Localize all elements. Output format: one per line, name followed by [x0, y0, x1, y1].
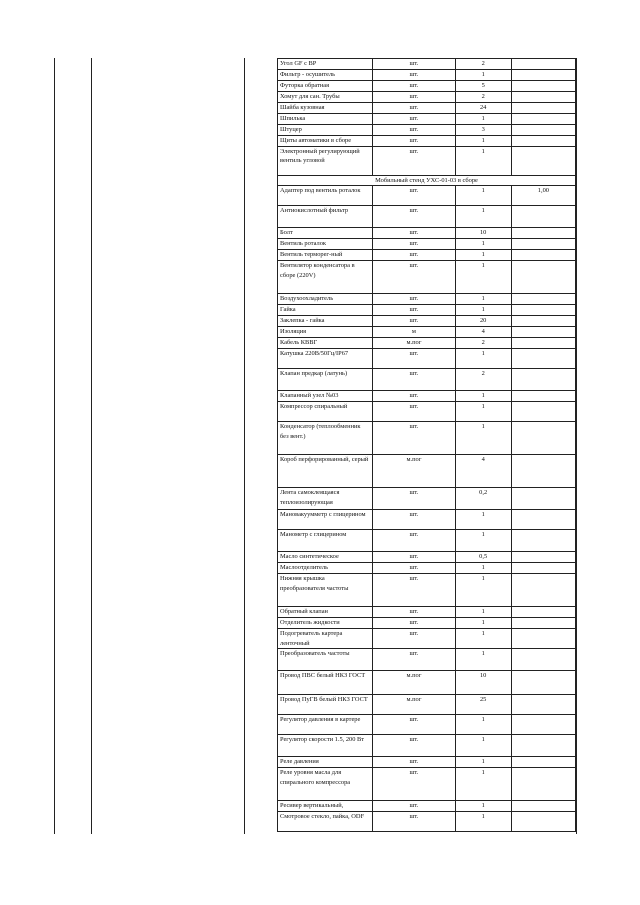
quantity-cell: 10: [455, 228, 511, 239]
item-name-cell: Компрессор спиральный: [278, 402, 373, 422]
extra-value-cell: [511, 715, 575, 735]
unit-cell: шт.: [373, 147, 455, 176]
extra-value-cell: [511, 316, 575, 327]
extra-value-cell: [511, 757, 575, 768]
extra-value-cell: [511, 607, 575, 618]
item-name-cell: Реле давления: [278, 757, 373, 768]
item-name-cell: Регулятор скорости 1.5, 200 Вт: [278, 735, 373, 757]
extra-value-cell: [511, 114, 575, 125]
extra-value-cell: [511, 488, 575, 510]
unit-cell: шт.: [373, 125, 455, 136]
unit-cell: шт.: [373, 206, 455, 228]
table-row: [278, 812, 576, 832]
quantity-cell: 4: [455, 455, 511, 488]
item-name-cell: Регулятор давления в картере: [278, 715, 373, 735]
item-name-cell: Хомут для сан. Трубы: [278, 92, 373, 103]
extra-value-cell: [511, 671, 575, 695]
extra-value-cell: [511, 228, 575, 239]
quantity-cell: 1: [455, 136, 511, 147]
unit-cell: шт.: [373, 239, 455, 250]
specification-table: [277, 58, 576, 832]
item-name-cell: Футорка обратная: [278, 81, 373, 92]
item-name-cell: Фильтр - осушитель: [278, 70, 373, 81]
item-name-cell: Манометр с глицерином: [278, 530, 373, 552]
table-row: [278, 735, 576, 757]
extra-value-cell: [511, 402, 575, 422]
item-name-cell: Болт: [278, 228, 373, 239]
quantity-cell: 1: [455, 391, 511, 402]
item-name-cell: Конденсатор (теплообменник без вент.): [278, 422, 373, 455]
quantity-cell: 0,5: [455, 552, 511, 563]
extra-value-cell: [511, 369, 575, 391]
unit-cell: шт.: [373, 228, 455, 239]
column-rule-2: [91, 58, 92, 834]
unit-cell: шт.: [373, 530, 455, 552]
quantity-cell: 1: [455, 629, 511, 649]
table-row: [278, 136, 576, 147]
item-name-cell: Клапанный узел №03: [278, 391, 373, 402]
unit-cell: м.пог: [373, 338, 455, 349]
column-rule-3: [244, 58, 245, 834]
item-name-cell: Короб перфорированный, серый: [278, 455, 373, 488]
table-row: [278, 261, 576, 294]
quantity-cell: 2: [455, 369, 511, 391]
quantity-cell: 1: [455, 649, 511, 671]
unit-cell: шт.: [373, 186, 455, 206]
table-row: [278, 70, 576, 81]
item-name-cell: Лента самоклеящаяся теплоизолирующая: [278, 488, 373, 510]
unit-cell: шт.: [373, 92, 455, 103]
table-row: [278, 305, 576, 316]
unit-cell: шт.: [373, 757, 455, 768]
table-row: [278, 349, 576, 369]
extra-value-cell: [511, 812, 575, 832]
unit-cell: шт.: [373, 250, 455, 261]
unit-cell: шт.: [373, 768, 455, 801]
quantity-cell: 0,2: [455, 488, 511, 510]
extra-value-cell: [511, 455, 575, 488]
column-rule-1: [54, 58, 55, 834]
extra-value-cell: [511, 206, 575, 228]
table-row: [278, 294, 576, 305]
table-row: [278, 574, 576, 607]
unit-cell: шт.: [373, 735, 455, 757]
extra-value-cell: [511, 294, 575, 305]
quantity-cell: 4: [455, 327, 511, 338]
extra-value-cell: 1,00: [511, 186, 575, 206]
quantity-cell: 1: [455, 735, 511, 757]
quantity-cell: 1: [455, 607, 511, 618]
extra-value-cell: [511, 338, 575, 349]
item-name-cell: Преобразователь частоты: [278, 649, 373, 671]
item-name-cell: Щиты автоматики в сборе: [278, 136, 373, 147]
table-row: [278, 114, 576, 125]
table-row: [278, 671, 576, 695]
table-row: [278, 422, 576, 455]
table-row: [278, 316, 576, 327]
extra-value-cell: [511, 81, 575, 92]
item-name-cell: Мановакуумметр с глицерином: [278, 510, 373, 530]
unit-cell: шт.: [373, 81, 455, 92]
extra-value-cell: [511, 349, 575, 369]
extra-value-cell: [511, 552, 575, 563]
quantity-cell: 3: [455, 125, 511, 136]
extra-value-cell: [511, 239, 575, 250]
item-name-cell: Вентиль роталок: [278, 239, 373, 250]
item-name-cell: Электронный регулирующий вентиль угловой: [278, 147, 373, 176]
extra-value-cell: [511, 70, 575, 81]
item-name-cell: Заклепка - гайка: [278, 316, 373, 327]
quantity-cell: 1: [455, 349, 511, 369]
item-name-cell: Штуцер: [278, 125, 373, 136]
extra-value-cell: [511, 59, 575, 70]
quantity-cell: 1: [455, 801, 511, 812]
unit-cell: шт.: [373, 552, 455, 563]
quantity-cell: 1: [455, 402, 511, 422]
table-row: [278, 125, 576, 136]
table-row: [278, 228, 576, 239]
unit-cell: шт.: [373, 316, 455, 327]
item-name-cell: Катушка 220В/50Гц/IP67: [278, 349, 373, 369]
table-row: [278, 563, 576, 574]
item-name-cell: Вентиль терморег-ный: [278, 250, 373, 261]
table-row: [278, 715, 576, 735]
unit-cell: шт.: [373, 114, 455, 125]
quantity-cell: 1: [455, 250, 511, 261]
item-name-cell: Реле уровня масла для спирального компрессора: [278, 768, 373, 801]
table-row: [278, 649, 576, 671]
item-name-cell: Масло синтетическое: [278, 552, 373, 563]
unit-cell: шт.: [373, 369, 455, 391]
table-row: [278, 488, 576, 510]
unit-cell: шт.: [373, 607, 455, 618]
item-name-cell: Антиокислотный фильтр: [278, 206, 373, 228]
quantity-cell: 5: [455, 81, 511, 92]
quantity-cell: 1: [455, 206, 511, 228]
unit-cell: шт.: [373, 801, 455, 812]
extra-value-cell: [511, 695, 575, 715]
table-row: [278, 629, 576, 649]
column-rule-4: [576, 58, 577, 834]
extra-value-cell: [511, 649, 575, 671]
unit-cell: шт.: [373, 261, 455, 294]
table-row: [278, 618, 576, 629]
item-name-cell: Воздухоохладитель: [278, 294, 373, 305]
table-row: [278, 92, 576, 103]
unit-cell: шт.: [373, 510, 455, 530]
unit-cell: шт.: [373, 618, 455, 629]
table-row: [278, 147, 576, 176]
table-row: [278, 239, 576, 250]
item-name-cell: Отделитель жидкости: [278, 618, 373, 629]
table-row: [278, 530, 576, 552]
unit-cell: шт.: [373, 136, 455, 147]
table-row: [278, 327, 576, 338]
unit-cell: шт.: [373, 812, 455, 832]
quantity-cell: 10: [455, 671, 511, 695]
table-row: [278, 607, 576, 618]
quantity-cell: 2: [455, 92, 511, 103]
item-name-cell: Клапан предкар (латунь): [278, 369, 373, 391]
unit-cell: шт.: [373, 649, 455, 671]
specification-table-body: [278, 59, 576, 832]
table-row: [278, 757, 576, 768]
table-row: [278, 510, 576, 530]
quantity-cell: 1: [455, 114, 511, 125]
table-row: [278, 59, 576, 70]
item-name-cell: Кабель КВВГ: [278, 338, 373, 349]
quantity-cell: 1: [455, 294, 511, 305]
quantity-cell: 1: [455, 147, 511, 176]
table-row: [278, 186, 576, 206]
quantity-cell: 1: [455, 768, 511, 801]
item-name-cell: Шпилька: [278, 114, 373, 125]
table-row: [278, 369, 576, 391]
unit-cell: шт.: [373, 574, 455, 607]
table-row: [278, 81, 576, 92]
item-name-cell: Провод ПВС белый НКЗ ГОСТ: [278, 671, 373, 695]
unit-cell: шт.: [373, 103, 455, 114]
quantity-cell: 2: [455, 59, 511, 70]
unit-cell: м: [373, 327, 455, 338]
quantity-cell: 1: [455, 618, 511, 629]
extra-value-cell: [511, 103, 575, 114]
table-row: [278, 250, 576, 261]
extra-value-cell: [511, 250, 575, 261]
table-row: [278, 768, 576, 801]
quantity-cell: 1: [455, 812, 511, 832]
quantity-cell: 1: [455, 574, 511, 607]
item-name-cell: Обратный клапан: [278, 607, 373, 618]
unit-cell: м.пог: [373, 455, 455, 488]
extra-value-cell: [511, 801, 575, 812]
extra-value-cell: [511, 125, 575, 136]
extra-value-cell: [511, 510, 575, 530]
table-row: [278, 103, 576, 114]
extra-value-cell: [511, 327, 575, 338]
item-name-cell: Вентилятор конденсатора в сборе (220V): [278, 261, 373, 294]
extra-value-cell: [511, 422, 575, 455]
item-name-cell: Подогреватель картера ленточный: [278, 629, 373, 649]
quantity-cell: 1: [455, 422, 511, 455]
extra-value-cell: [511, 136, 575, 147]
unit-cell: шт.: [373, 59, 455, 70]
item-name-cell: Маслоотделитель: [278, 563, 373, 574]
table-row: [278, 695, 576, 715]
quantity-cell: 1: [455, 510, 511, 530]
extra-value-cell: [511, 147, 575, 176]
section-row: [278, 176, 576, 186]
extra-value-cell: [511, 261, 575, 294]
quantity-cell: 1: [455, 186, 511, 206]
unit-cell: шт.: [373, 349, 455, 369]
table-row: [278, 338, 576, 349]
quantity-cell: 2: [455, 338, 511, 349]
unit-cell: шт.: [373, 294, 455, 305]
unit-cell: м.пог: [373, 671, 455, 695]
quantity-cell: 24: [455, 103, 511, 114]
unit-cell: шт.: [373, 629, 455, 649]
item-name-cell: Нижняя крышка преобразователя частоты: [278, 574, 373, 607]
extra-value-cell: [511, 618, 575, 629]
unit-cell: м.пог: [373, 695, 455, 715]
table-row: [278, 801, 576, 812]
unit-cell: шт.: [373, 305, 455, 316]
unit-cell: шт.: [373, 70, 455, 81]
item-name-cell: Провод ПуГВ белый НКЗ ГОСТ: [278, 695, 373, 715]
item-name-cell: Гайка: [278, 305, 373, 316]
unit-cell: шт.: [373, 715, 455, 735]
item-name-cell: Смотровое стекло, пайка, ODF: [278, 812, 373, 832]
extra-value-cell: [511, 563, 575, 574]
quantity-cell: 25: [455, 695, 511, 715]
extra-value-cell: [511, 629, 575, 649]
unit-cell: шт.: [373, 422, 455, 455]
item-name-cell: Адаптер под вентиль роталок: [278, 186, 373, 206]
quantity-cell: 1: [455, 715, 511, 735]
item-name-cell: Ресивер вертикальный,: [278, 801, 373, 812]
table-row: [278, 206, 576, 228]
item-name-cell: Изоляция: [278, 327, 373, 338]
quantity-cell: 1: [455, 563, 511, 574]
extra-value-cell: [511, 768, 575, 801]
item-name-cell: Шайба кузовная: [278, 103, 373, 114]
unit-cell: шт.: [373, 563, 455, 574]
section-heading: Мобильный стенд УХС-01-03 в сборе: [278, 176, 576, 186]
quantity-cell: 1: [455, 239, 511, 250]
extra-value-cell: [511, 391, 575, 402]
table-row: [278, 552, 576, 563]
extra-value-cell: [511, 305, 575, 316]
quantity-cell: 1: [455, 305, 511, 316]
quantity-cell: 1: [455, 530, 511, 552]
unit-cell: шт.: [373, 488, 455, 510]
quantity-cell: 20: [455, 316, 511, 327]
quantity-cell: 1: [455, 261, 511, 294]
table-row: [278, 391, 576, 402]
extra-value-cell: [511, 92, 575, 103]
extra-value-cell: [511, 574, 575, 607]
quantity-cell: 1: [455, 70, 511, 81]
extra-value-cell: [511, 735, 575, 757]
quantity-cell: 1: [455, 757, 511, 768]
item-name-cell: Угол GF с ВР: [278, 59, 373, 70]
table-row: [278, 402, 576, 422]
table-row: [278, 455, 576, 488]
unit-cell: шт.: [373, 402, 455, 422]
unit-cell: шт.: [373, 391, 455, 402]
extra-value-cell: [511, 530, 575, 552]
